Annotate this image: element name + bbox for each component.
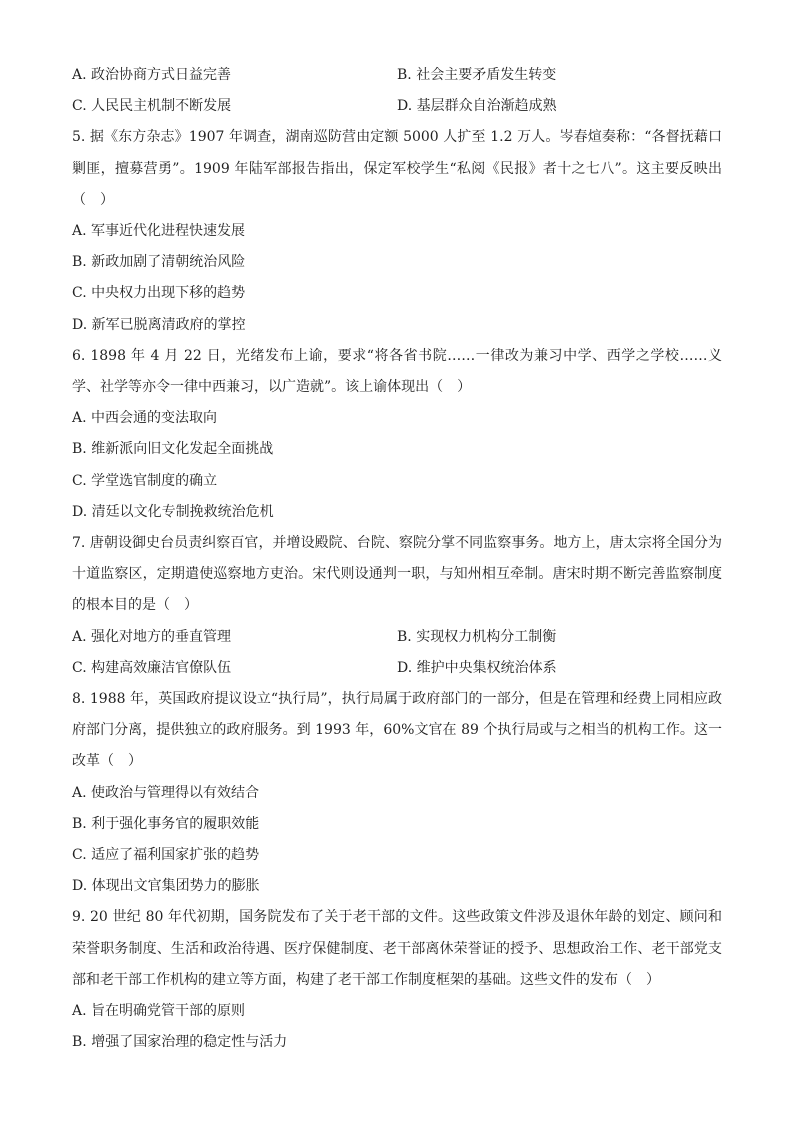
- q8-option-d: D. 体现出文官集团势力的膨胀: [72, 878, 260, 895]
- q7-option-b: B. 实现权力机构分工制衡: [397, 628, 557, 645]
- q7-options-row-1: [72, 622, 722, 653]
- q7-option-d: D. 维护中央集权统治体系: [397, 659, 557, 676]
- q9-option-a: A. 旨在明确党管干部的原则: [72, 1003, 246, 1020]
- q7-options-row-2: [72, 653, 722, 684]
- q4-option-d: D. 基层群众自治渐趋成熟: [397, 98, 557, 115]
- q6-option-a: A. 中西会通的变法取向: [72, 410, 218, 427]
- q5-option-c: C. 中央权力出现下移的趋势: [72, 285, 246, 302]
- q4-options-row-2: [72, 91, 722, 122]
- q6-option-b: B. 维新派向旧文化发起全面挑战: [72, 441, 274, 458]
- q6-option-d: D. 清廷以文化专制挽救统治危机: [72, 503, 274, 520]
- q4-option-a: A. 政治协商方式日益完善: [72, 67, 232, 83]
- q9-stem: 9. 20 世纪 80 年代初期，国务院发布了关于老干部的文件。这些政策文件涉及退休年龄的划定、顾问和荣誉职务制度、生活和政治待遇、医疗保健制度、老干部离休荣誉证的授予、思想政治工作、老干部党支部和老干部工作机构的建立等方面，构建了老干部工作制度框架的基础。这些文件的发布（ ）: [72, 909, 722, 988]
- q4-option-c: C. 人民民主机制不断发展: [72, 98, 232, 115]
- q8-stem: 8. 1988 年，英国政府提议设立“执行局”，执行局属于政府部门的一部分，但是在管理和经费上同相应政府部门分离，提供独立的政府服务。到 1993 年，60%文官在 89 个执行局或与之相当的机构工作。这一改革（ ）: [72, 691, 722, 770]
- q8-option-a: A. 使政治与管理得以有效结合: [72, 784, 260, 801]
- q5-option-d: D. 新军已脱离清政府的掌控: [72, 316, 246, 333]
- q7-stem: 7. 唐朝设御史台员责纠察百官，并增设殿院、台院、察院分掌不同监察事务。地方上，唐太宗将全国分为十道监察区，定期遣使巡察地方吏治。宋代则设通判一职，与知州相互牵制。唐宋时期不断完善监察制度的根本目的是（ ）: [72, 535, 722, 614]
- q5-stem: 5. 据《东方杂志》1907 年调查，湖南巡防营由定额 5000 人扩至 1.2 万人。岑春煊奏称：“各督抚藉口剿匪，擅募营勇”。1909 年陆军部报告指出，保定军校学生“私阅《民报》者十之七八”。这主要反映出（ ）: [72, 129, 722, 208]
- q6-option-c: C. 学堂选官制度的确立: [72, 472, 218, 489]
- q4-options-row-1: [72, 60, 722, 91]
- q7-option-a: A. 强化对地方的垂直管理: [72, 628, 232, 645]
- q6-stem: 6. 1898 年 4 月 22 日，光绪发布上谕，要求“将各省书院……一律改为兼习中学、西学之学校……义学、社学等亦令一律中西兼习，以广造就”。该上谕体现出（ ）: [72, 347, 722, 396]
- q5-option-a: A. 军事近代化进程快速发展: [72, 223, 246, 240]
- q9-option-b: B. 增强了国家治理的稳定性与活力: [72, 1034, 288, 1051]
- q8-option-b: B. 利于强化事务官的履职效能: [72, 815, 260, 832]
- q7-option-c: C. 构建高效廉洁官僚队伍: [72, 659, 232, 676]
- exam-page: [72, 60, 722, 1059]
- q4-option-b: B. 社会主要矛盾发生转变: [397, 67, 557, 83]
- q8-option-c: C. 适应了福利国家扩张的趋势: [72, 847, 260, 864]
- q5-option-b: B. 新政加剧了清朝统治风险: [72, 254, 246, 271]
